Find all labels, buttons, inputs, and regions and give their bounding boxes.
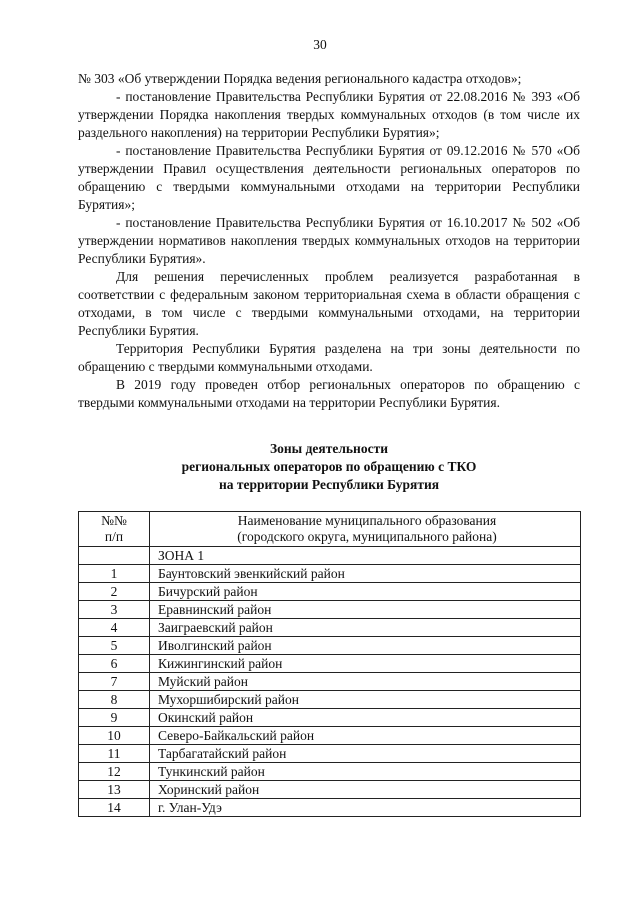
header-number-cell — [79, 512, 150, 547]
municipality-name: Кижингинский район — [150, 655, 581, 673]
row-number: 8 — [79, 691, 150, 709]
table-row — [79, 763, 581, 781]
row-number: 10 — [79, 727, 150, 745]
paragraph-4: - постановление Правительства Республики Бурятия от 16.10.2017 № 502 «Об утверждении нормативов накопления твердых коммунальных отходов на территории Республики Бурятия». — [78, 215, 580, 266]
page-number: 30 — [313, 37, 327, 52]
row-number: 13 — [79, 781, 150, 799]
zone-number-cell — [79, 547, 150, 565]
row-number: 3 — [79, 601, 150, 619]
header-name-cell — [150, 512, 581, 547]
table-row — [79, 601, 581, 619]
header-number-line-1: №№ — [101, 513, 127, 528]
municipality-name: Заиграевский район — [150, 619, 581, 637]
table-row — [79, 637, 581, 655]
municipality-name: Муйский район — [150, 673, 581, 691]
header-name-line-2: (городского округа, муниципального района) — [237, 529, 497, 544]
zones-table — [78, 511, 581, 817]
table-row — [79, 565, 581, 583]
table-title-line-2: региональных операторов по обращению с ТКО — [181, 459, 477, 474]
table-row — [79, 655, 581, 673]
row-number: 7 — [79, 673, 150, 691]
paragraph-7: В 2019 году проведен отбор региональных операторов по обращению с твердыми коммунальными отходами на территории Республики Бурятия. — [78, 377, 580, 410]
paragraph-2: - постановление Правительства Республики Бурятия от 22.08.2016 № 393 «Об утверждении Порядка накопления твердых коммунальных отходов (в том числе их раздельного накопления) на территории Республики Бурятия»; — [78, 89, 580, 140]
municipality-name: Иволгинский район — [150, 637, 581, 655]
table-row — [79, 673, 581, 691]
table-header-row — [79, 512, 581, 547]
row-number: 12 — [79, 763, 150, 781]
row-number: 9 — [79, 709, 150, 727]
row-number: 14 — [79, 799, 150, 817]
table-title — [78, 440, 580, 494]
municipality-name: Баунтовский эвенкийский район — [150, 565, 581, 583]
paragraph-5: Для решения перечисленных проблем реализуется разработанная в соответствии с федеральным законом территориальная схема в области обращения с отходами, в том числе с твердыми коммунальными отходами, на территории Республики Бурятия. — [78, 269, 580, 338]
row-number: 5 — [79, 637, 150, 655]
zone-row — [79, 547, 581, 565]
table-row — [79, 745, 581, 763]
header-number-line-2: п/п — [104, 529, 124, 544]
table-title-line-1: Зоны деятельности — [270, 441, 388, 456]
municipality-name: Тункинский район — [150, 763, 581, 781]
municipality-name: г. Улан-Удэ — [150, 799, 581, 817]
table-row — [79, 691, 581, 709]
row-number: 2 — [79, 583, 150, 601]
row-number: 11 — [79, 745, 150, 763]
municipality-name: Окинский район — [150, 709, 581, 727]
row-number: 6 — [79, 655, 150, 673]
municipality-name: Северо-Байкальский район — [150, 727, 581, 745]
municipality-name: Тарбагатайский район — [150, 745, 581, 763]
table-row — [79, 781, 581, 799]
table-row — [79, 583, 581, 601]
paragraph-1: № 303 «Об утверждении Порядка ведения регионального кадастра отходов»; — [78, 71, 522, 86]
row-number: 4 — [79, 619, 150, 637]
municipality-name: Хоринский район — [150, 781, 581, 799]
municipality-name: Еравнинский район — [150, 601, 581, 619]
table-row — [79, 709, 581, 727]
paragraph-6: Территория Республики Бурятия разделена на три зоны деятельности по обращению с твердыми коммунальными отходами. — [78, 341, 580, 374]
paragraph-3: - постановление Правительства Республики Бурятия от 09.12.2016 № 570 «Об утверждении Правил осуществления деятельности региональных операторов по обращению с твердыми коммунальными отходами на территории Республики Бурятия»; — [78, 143, 580, 212]
municipality-name: Бичурский район — [150, 583, 581, 601]
row-number: 1 — [79, 565, 150, 583]
header-name-line-1: Наименование муниципального образования — [237, 513, 497, 528]
table-row — [79, 727, 581, 745]
table-row — [79, 799, 581, 817]
body-text — [78, 70, 580, 412]
table-title-line-3: на территории Республики Бурятия — [218, 477, 440, 492]
municipality-name: Мухоршибирский район — [150, 691, 581, 709]
table-row — [79, 619, 581, 637]
zone-label: ЗОНА 1 — [150, 547, 581, 565]
